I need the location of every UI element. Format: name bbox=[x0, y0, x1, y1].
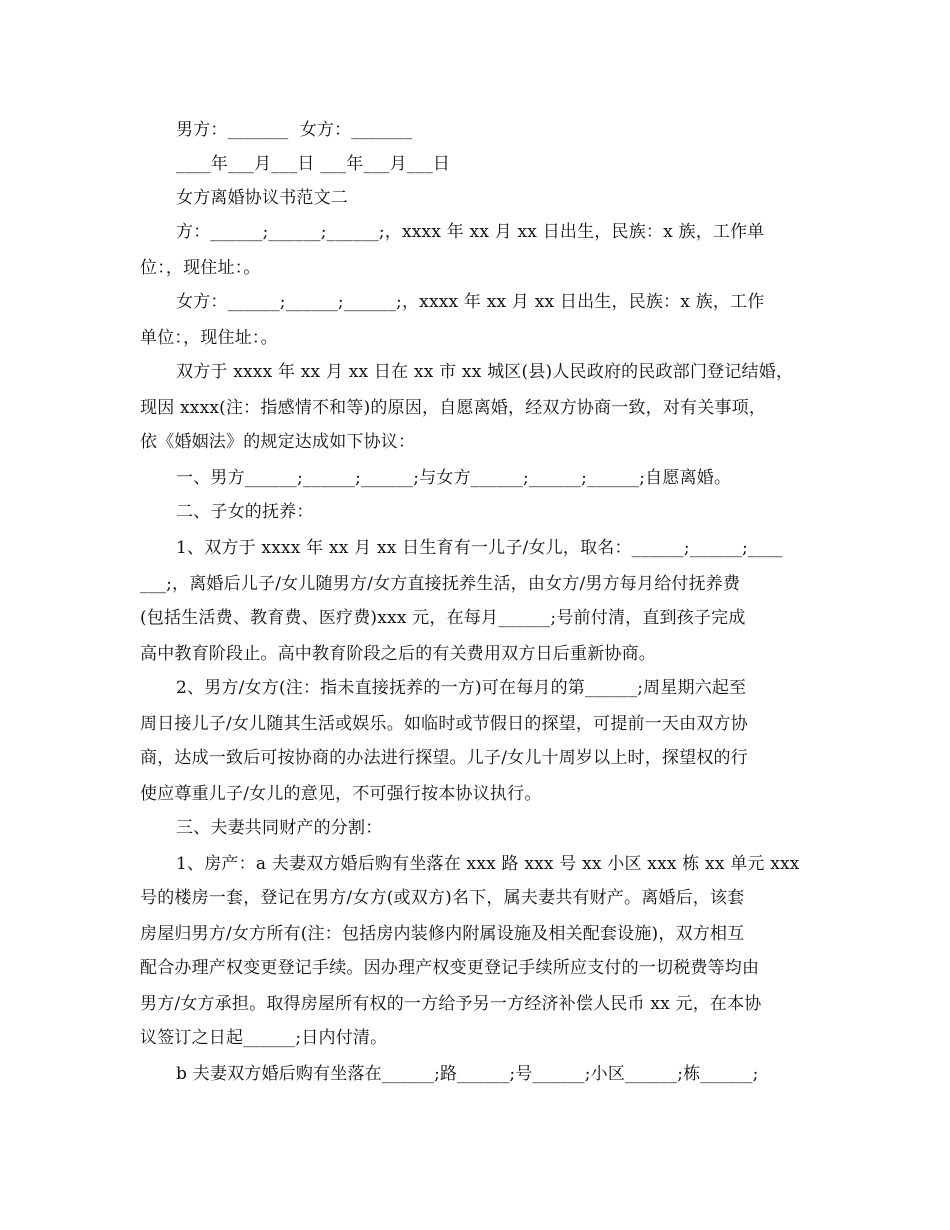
paragraph-line: 配合办理产权变更登记手续。因办理产权变更登记手续所应支付的一切税费等均由 bbox=[140, 958, 760, 978]
clause-3-heading: 三、夫妻共同财产的分割： bbox=[176, 818, 383, 838]
paragraph-line: 房屋归男方/女方所有(注：包括房内装修内附属设施及相关配套设施)，双方相互 bbox=[140, 924, 745, 944]
section-title: 女方离婚协议书范文二 bbox=[176, 188, 348, 208]
paragraph-line: 使应尊重儿子/女儿的意见，不可强行按本协议执行。 bbox=[140, 784, 542, 804]
paragraph-line: 周日接儿子/女儿随其生活或娱乐。如临时或节假日的探望，可提前一天由双方协 bbox=[140, 714, 748, 734]
paragraph-line: 双方于 xxxx 年 xx 月 xx 日在 xx 市 xx 城区(县)人民政府的民政部门登记结婚， bbox=[176, 362, 794, 382]
paragraph-line: 1、房产：a 夫妻双方婚后购有坐落在 xxx 路 xxx 号 xx 小区 xxx 栋 xx 单元 xxx bbox=[176, 854, 800, 874]
paragraph-line: b 夫妻双方婚后购有坐落在______;路______;号______;小区______;栋______; bbox=[176, 1064, 759, 1084]
paragraph-line: 号的楼房一套，登记在男方/女方(或双方)名下，属夫妻共有财产。离婚后，该套 bbox=[140, 888, 745, 908]
party-a-line-cont: 位：，现住址：。 bbox=[140, 258, 261, 278]
paragraph-line: ___;，离婚后儿子/女儿随男方/女方直接抚养生活，由女方/男方每月给付抚养费 bbox=[140, 574, 741, 594]
paragraph-line: 2、男方/女方(注：指未直接抚养的一方)可在每月的第______;周星期六起至 bbox=[176, 678, 747, 698]
clause-1: 一、男方______;______;______;与女方______;______;______;自愿离婚。 bbox=[176, 468, 732, 488]
paragraph-line: 男方/女方承担。取得房屋所有权的一方给予另一方经济补偿人民币 xx 元，在本协 bbox=[140, 994, 762, 1014]
paragraph-line: 商，达成一致后可按协商的办法进行探望。儿子/女儿十周岁以上时，探望权的行 bbox=[140, 748, 748, 768]
paragraph-line: 高中教育阶段止。高中教育阶段之后的有关费用双方日后重新协商。 bbox=[140, 644, 656, 664]
paragraph-line: 依《婚姻法》的规定达成如下协议： bbox=[140, 432, 416, 452]
clause-2-heading: 二、子女的抚养： bbox=[176, 502, 314, 522]
signature-line: 男方：_______ 女方：_______ bbox=[176, 120, 413, 140]
party-b-line-cont: 单位：，现住址：。 bbox=[140, 328, 278, 348]
paragraph-line: 议签订之日起______;日内付清。 bbox=[140, 1028, 388, 1048]
party-a-line: 方：______;______;______;，xxxx 年 xx 月 xx 日出生，民族：x 族，工作单 bbox=[176, 222, 765, 242]
party-b-line: 女方：______;______;______;，xxxx 年 xx 月 xx 日出生，民族：x 族，工作 bbox=[176, 292, 765, 312]
paragraph-line: 现因 xxxx(注：指感情不和等)的原因，自愿离婚，经双方协商一致，对有关事项， bbox=[140, 398, 767, 418]
paragraph-line: (包括生活费、教育费、医疗费)xxx 元，在每月______;号前付清，直到孩子完成 bbox=[140, 608, 746, 628]
paragraph-line: 1、双方于 xxxx 年 xx 月 xx 日生育有一儿子/女儿，取名：______;______;____ bbox=[176, 538, 783, 558]
date-line: ____年___月___日 ___年___月___日 bbox=[176, 154, 451, 174]
